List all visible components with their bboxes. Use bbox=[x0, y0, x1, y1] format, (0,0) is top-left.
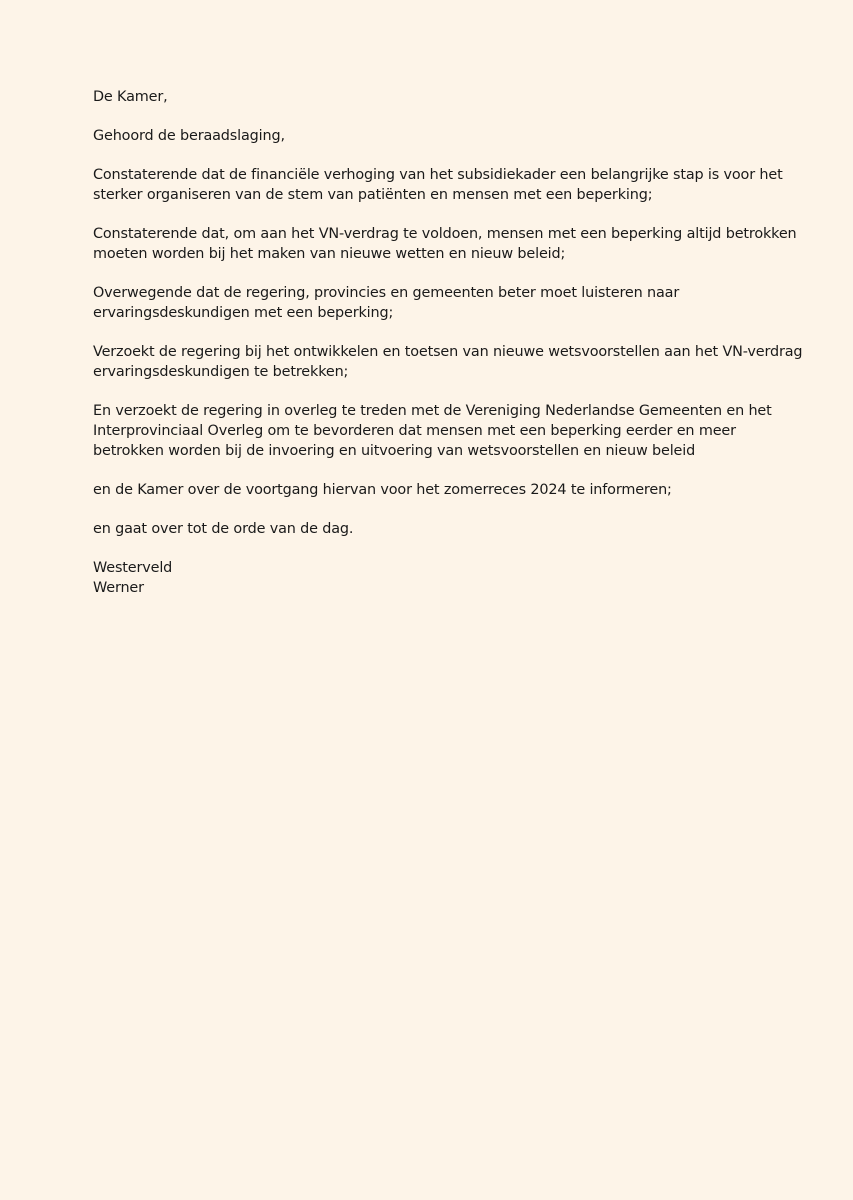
paragraph-line: Overwegende dat de regering, provincies en gemeenten beter moet luisteren naar bbox=[93, 285, 680, 301]
paragraph-line: Constaterende dat de financiële verhoging van het subsidiekader een belangrijke stap is voor het bbox=[93, 167, 783, 183]
salutation: De Kamer, bbox=[93, 89, 168, 105]
paragraph-overwegende bbox=[93, 283, 793, 323]
paragraph-gap bbox=[93, 264, 793, 283]
signatories bbox=[93, 558, 793, 598]
paragraph-line: en de Kamer over de voortgang hiervan voor het zomerreces 2024 te informeren; bbox=[93, 482, 672, 498]
paragraph-gap bbox=[93, 107, 793, 126]
paragraph-verzoekt bbox=[93, 342, 803, 382]
paragraph-gap bbox=[93, 500, 793, 519]
paragraph-line: Verzoekt de regering bij het ontwikkelen en toetsen van nieuwe wetsvoorstellen aan het VN-verdrag bbox=[93, 344, 803, 360]
paragraph-line: ervaringsdeskundigen te betrekken; bbox=[93, 364, 349, 380]
paragraph-line: Interprovinciaal Overleg om te bevorderen dat mensen met een beperking eerder en meer bbox=[93, 423, 736, 439]
paragraph-orde-van-de-dag bbox=[93, 519, 793, 539]
paragraph-en-verzoekt bbox=[93, 401, 793, 461]
signatory-name: Westerveld bbox=[93, 560, 173, 576]
motion-document bbox=[93, 87, 803, 598]
paragraph-gap bbox=[93, 205, 793, 224]
paragraph-line: sterker organiseren van de stem van patiënten en mensen met een beperking; bbox=[93, 187, 653, 203]
signatory-name: Werner bbox=[93, 580, 144, 596]
paragraph-line: moeten worden bij het maken van nieuwe wetten en nieuw beleid; bbox=[93, 246, 566, 262]
paragraph-gap bbox=[93, 461, 793, 480]
paragraph-informeren bbox=[93, 480, 793, 500]
paragraph-gap bbox=[93, 382, 793, 401]
paragraph-line: ervaringsdeskundigen met een beperking; bbox=[93, 305, 394, 321]
paragraph-constaterende-2 bbox=[93, 224, 797, 264]
paragraph-line: betrokken worden bij de invoering en uitvoering van wetsvoorstellen en nieuw beleid bbox=[93, 443, 696, 459]
paragraph-gap bbox=[93, 323, 793, 342]
paragraph-line: Constaterende dat, om aan het VN-verdrag te voldoen, mensen met een beperking altijd betrokken bbox=[93, 226, 797, 242]
paragraph-gap bbox=[93, 539, 793, 558]
paragraph-constaterende-1 bbox=[93, 165, 793, 205]
paragraph-gap bbox=[93, 146, 793, 165]
paragraph-line: En verzoekt de regering in overleg te treden met de Vereniging Nederlandse Gemeenten en het bbox=[93, 403, 772, 419]
preamble: Gehoord de beraadslaging, bbox=[93, 128, 285, 144]
paragraph-line: en gaat over tot de orde van de dag. bbox=[93, 521, 354, 537]
